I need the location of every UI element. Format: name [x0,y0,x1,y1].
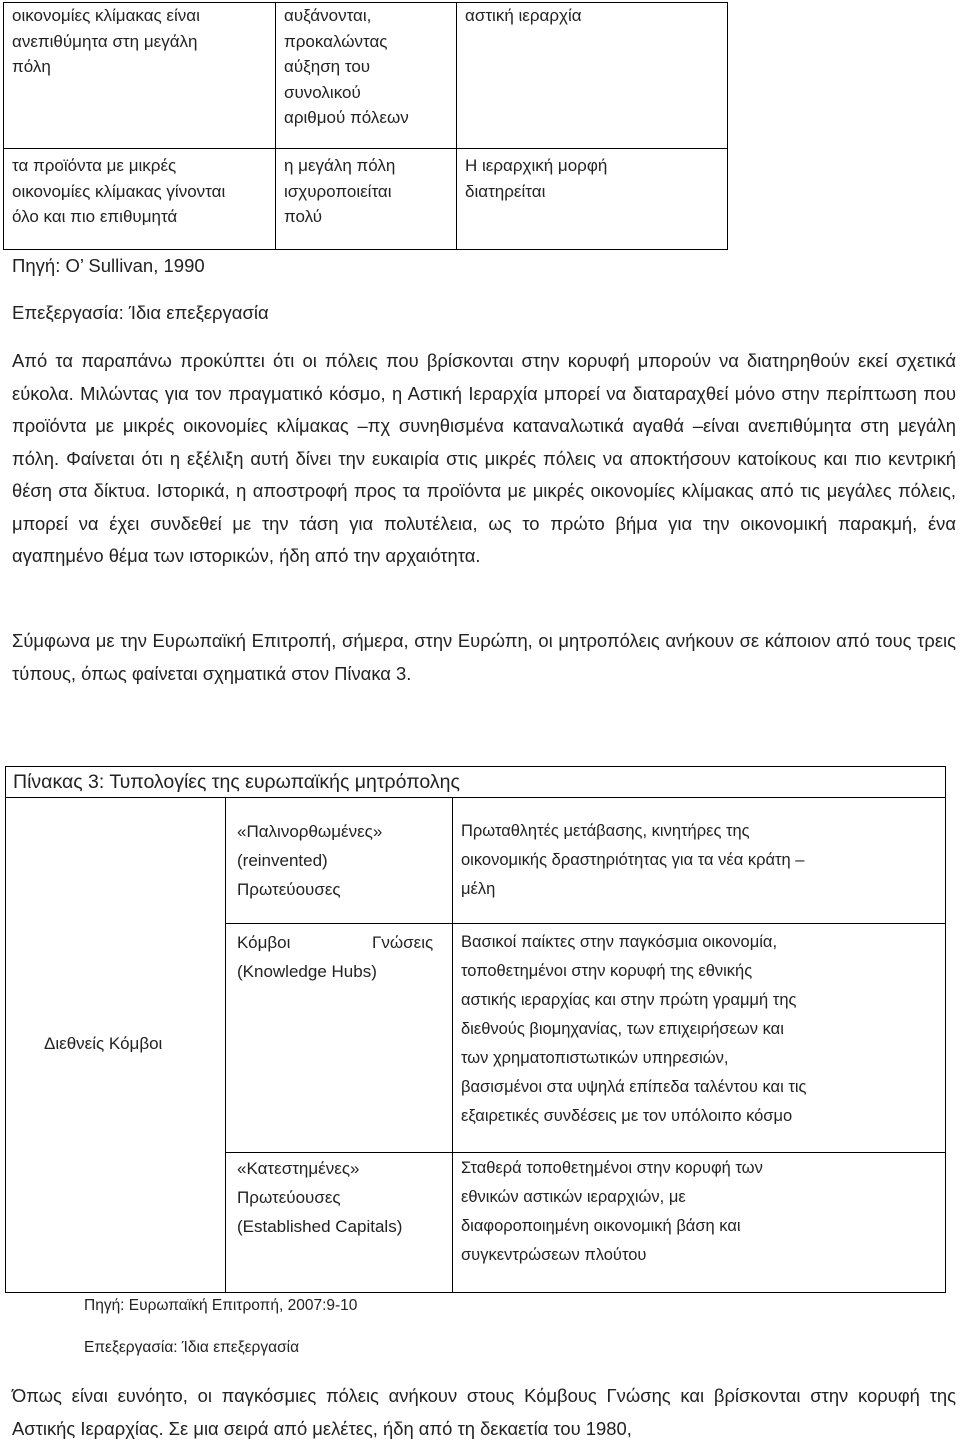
metro-type: «Κατεστημένες» Πρωτεύουσες (Established Capitals) [237,1159,403,1236]
body-paragraph: Σύμφωνα με την Ευρωπαϊκή Επιτροπή, σήμερα, στην Ευρώπη, οι μητροπόλεις ανήκουν σε κάποιον από τους τρεις τύπους, όπως φαίνεται σχηματικά στον Πίνακα 3. [12,630,956,684]
processing-note: Επεξεργασία: Ίδια επεξεργασία [84,1339,300,1356]
metro-description: Βασικοί παίκτες στην παγκόσμια οικονομία, τοποθετημένοι στην κορυφή της εθνικής αστικής ιεραρχίας και στην πρώτη γραμμή της διεθνούς βιομηχανίας, των επιχειρήσεων και των χρηματοπιστωτικών υπηρεσιών, βασισμένοι στα υψηλά επίπεδα ταλέντου και τις εξαιρετικές συνδέσεις με τον υπόλοιπο κόσμο [461,933,807,1125]
group-label: Διεθνείς Κόμβοι [44,1034,163,1053]
metro-description: Πρωταθλητές μετάβασης, κινητήρες της οικονομικής δραστηριότητας για τα νέα κράτη – μέλη [461,822,805,898]
metro-type-word: Κόμβοι [237,933,291,952]
table-caption: Πίνακας 3: Τυπολογίες της ευρωπαϊκής μητρόπολης [6,767,945,798]
typology-table [5,766,946,1293]
table-cell: οικονομίες κλίμακας είναι ανεπιθύμητα στη μεγάλη πόλη [4,3,276,149]
table-cell: αυξάνονται, προκαλώντας αύξηση του συνολικού αριθμού πόλεων [276,3,457,149]
table-cell: τα προϊόντα με μικρές οικονομίες κλίμακας γίνονται όλο και πιο επιθυμητά [4,149,276,250]
metro-description: Σταθερά τοποθετημένοι στην κορυφή των εθνικών αστικών ιεραρχιών, με διαφοροποιημένη οικονομική βάση και συγκεντρώσεων πλούτου [461,1159,763,1264]
table-row [4,3,728,149]
body-paragraph: Όπως είναι ευνόητο, οι παγκόσμιες πόλεις ανήκουν στους Κόμβους Γνώσης και βρίσκονται στην κορυφή της Αστικής Ιεραρχίας. Σε μια σειρά από μελέτες, ήδη από τη δεκαετία του 1980, [12,1385,956,1439]
table-cell: αστική ιεραρχία [457,3,728,149]
metro-type: «Παλινορθωμένες» (reinvented) Πρωτεύουσες [237,822,383,899]
source-note: Πηγή: O’ Sullivan, 1990 [12,255,205,276]
metro-type: (Knowledge Hubs) [237,962,377,981]
body-paragraph: Από τα παραπάνω προκύπτει ότι οι πόλεις που βρίσκονται στην κορυφή μπορούν να διατηρηθούν εκεί σχετικά εύκολα. Μιλώντας για τον πραγματικό κόσμο, η Αστική Ιεραρχία μπορεί να διαταραχθεί μόνο στην περίπτωση που προϊόντα με μικρές οικονομίες κλίμακας –πχ συνηθισμένα καταναλωτικά αγαθά –είναι ανεπιθύμητα στη μεγάλη πόλη. Φαίνεται ότι η εξέλιξη αυτή δίνει την ευκαιρία στις μικρές πόλεις να αποκτήσουν κατοίκους και πιο κεντρική θέση στα δίκτυα. Ιστορικά, η αποστροφή προς τα προϊόντα με μικρές οικονομίες κλίμακας από τις μεγάλες πόλεις, μπορεί να έχει συνδεθεί με την τάση για πολυτέλεια, ως το πρώτο βήμα για την οικονομική παρακμή, ένα αγαπημένο θέμα των ιστορικών, ήδη από την αρχαιότητα. [12,350,956,566]
continuation-table [3,2,728,250]
table-cell: η μεγάλη πόλη ισχυροποιείται πολύ [276,149,457,250]
table-cell: Η ιεραρχική μορφή διατηρείται [457,149,728,250]
source-note: Πηγή: Ευρωπαϊκή Επιτροπή, 2007:9-10 [84,1297,358,1314]
metro-type-word: Γνώσεις [372,933,434,952]
table-row [4,149,728,250]
processing-note: Επεξεργασία: Ίδια επεξεργασία [12,302,269,323]
